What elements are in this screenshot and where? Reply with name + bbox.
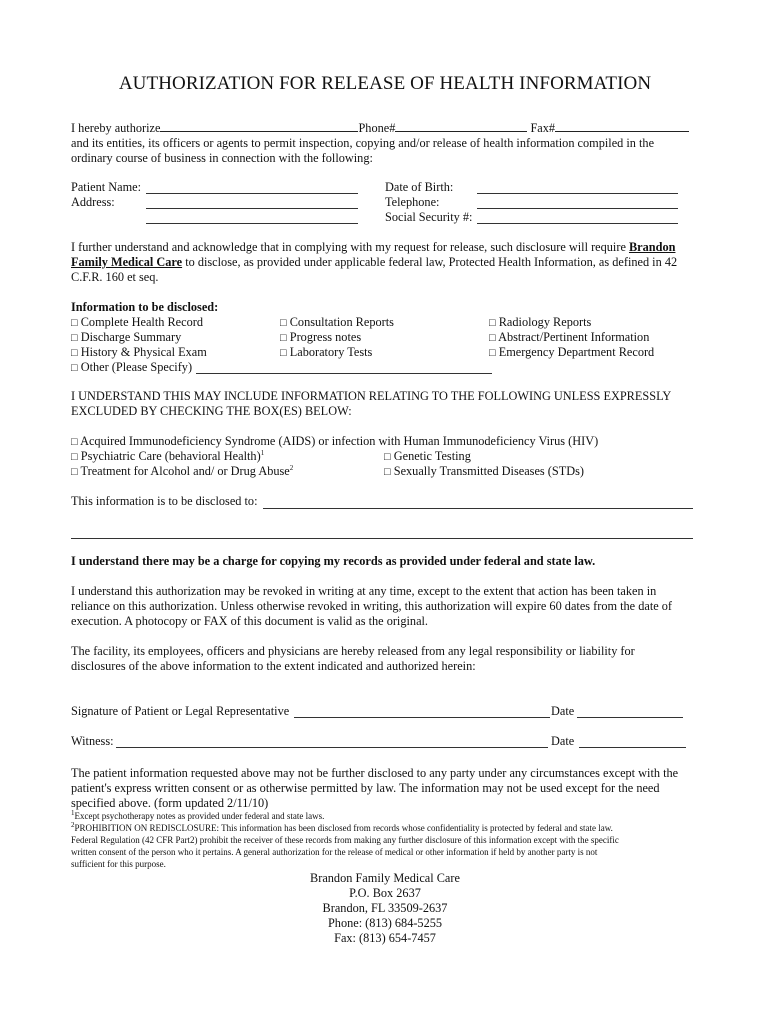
acknowledge-line-3: C.F.R. 160 et seq. — [71, 270, 159, 284]
checkbox-icon[interactable]: □ — [384, 451, 391, 463]
ssn-label: Social Security #: — [385, 210, 473, 224]
emergency-department-label: Emergency Department Record — [498, 345, 655, 359]
checkbox-row[interactable] — [489, 345, 654, 361]
checkbox-row[interactable] — [71, 330, 181, 346]
revoke-line-3: execution. A photocopy or FAX of this document is valid as the original. — [71, 614, 429, 628]
intro-line-2: and its entities, its officers or agents to permit inspection, copying and/or release of health information compiled in the — [71, 136, 655, 150]
ssn-field[interactable] — [477, 223, 678, 224]
signature-label: Signature of Patient or Legal Representative — [71, 704, 290, 718]
complete-health-record-label: Complete Health Record — [80, 315, 203, 329]
acknowledge-line-2 — [71, 255, 677, 270]
clinic-po-box: P.O. Box 2637 — [349, 886, 421, 900]
brandon-text: Brandon — [628, 240, 676, 254]
understand-line-1: I UNDERSTAND THIS MAY INCLUDE INFORMATION RELATING TO THE FOLLOWING UNLESS EXPRESSLY — [71, 389, 672, 403]
radiology-reports-label: Radiology Reports — [498, 315, 592, 329]
genetic-testing-label: Genetic Testing — [393, 449, 471, 463]
disclosed-to-field-2[interactable] — [71, 538, 693, 539]
witness-label: Witness: — [71, 734, 114, 748]
checkbox-icon[interactable]: □ — [71, 451, 78, 463]
checkbox-icon[interactable]: □ — [71, 466, 78, 478]
checkbox-icon[interactable]: □ — [280, 332, 287, 344]
footnote-ref-1: 1 — [260, 448, 265, 457]
history-physical-label: History & Physical Exam — [80, 345, 207, 359]
signature-date-field[interactable] — [577, 717, 683, 718]
other-specify-label: Other (Please Specify) — [80, 360, 193, 374]
checkbox-icon[interactable]: □ — [71, 317, 78, 329]
intro-line-1 — [71, 121, 689, 136]
footnote-ref-2: 2 — [289, 463, 294, 472]
patient-name-field[interactable] — [146, 193, 358, 194]
checkbox-row[interactable] — [71, 464, 293, 480]
abstract-pertinent-label: Abstract/Pertinent Information — [498, 330, 650, 344]
checkbox-row[interactable] — [384, 464, 584, 480]
acknowledge-line-1 — [71, 240, 675, 255]
footnote-2-line-3: written consent of the person who it pertains. A general authorization for the release of medical or other information if held by another party is not — [71, 847, 598, 857]
release-line-1: The facility, its employees, officers and physicians are hereby released from any legal responsibility or liability for — [71, 644, 635, 658]
revoke-line-1: I understand this authorization may be revoked in writing at any time, except to the extent that action has been taken in — [71, 584, 657, 598]
checkbox-icon[interactable]: □ — [489, 317, 496, 329]
intro-line-3: ordinary course of business in connection with the following: — [71, 151, 373, 165]
footnote-2 — [71, 823, 613, 834]
checkbox-row[interactable] — [280, 330, 361, 346]
checkbox-icon[interactable]: □ — [489, 332, 496, 344]
checkbox-icon[interactable]: □ — [489, 347, 496, 359]
phone-label: Phone# — [358, 121, 396, 135]
clinic-fax: Fax: (813) 654-7457 — [334, 931, 436, 945]
patient-info-line-2: patient's express written consent or as otherwise permitted by law. The information may not be used except for the need — [71, 781, 660, 795]
psychiatric-care-label: Psychiatric Care (behavioral Health) — [80, 449, 261, 463]
checkbox-row[interactable] — [71, 449, 264, 465]
disclosed-to-field[interactable] — [263, 508, 693, 509]
acknowledge-text: I further understand and acknowledge that in complying with my request for release, such disclosure will require — [71, 240, 626, 254]
telephone-label: Telephone: — [385, 195, 440, 209]
footnote-2-line-4: sufficient for this purpose. — [71, 859, 166, 869]
checkbox-icon[interactable]: □ — [71, 347, 78, 359]
footnote-2-text: PROHIBITION ON REDISCLOSURE: This information has been disclosed from records whose confidentiality is protected by federal and state law. — [74, 823, 613, 833]
checkbox-icon[interactable]: □ — [71, 332, 78, 344]
release-line-2: disclosures of the above information to the extent indicated and authorized herein: — [71, 659, 476, 673]
patient-info-line-3: specified above. (form updated 2/11/10) — [71, 796, 269, 810]
revoke-line-2: reliance on this authorization. Unless otherwise revoked in writing, this authorization will expire 60 dates from the date of — [71, 599, 673, 613]
footnote-1-num: 1 — [71, 809, 75, 817]
aids-hiv-label: Acquired Immunodeficiency Syndrome (AIDS) or infection with Human Immunodeficiency Virus (HIV) — [80, 434, 599, 448]
laboratory-tests-label: Laboratory Tests — [289, 345, 373, 359]
checkbox-row[interactable] — [71, 345, 207, 361]
patient-info-line-1: The patient information requested above may not be further disclosed to any party under any circumstances except with the — [71, 766, 679, 780]
checkbox-icon[interactable]: □ — [280, 317, 287, 329]
authorize-label: I hereby authorize — [71, 121, 161, 135]
alcohol-drug-label: Treatment for Alcohol and/ or Drug Abuse — [80, 464, 290, 478]
address-field-1[interactable] — [146, 208, 358, 209]
checkbox-icon[interactable]: □ — [280, 347, 287, 359]
discharge-summary-label: Discharge Summary — [80, 330, 182, 344]
footnote-2-line-2: Federal Regulation (42 CFR Part2) prohibit the receiver of these records from making any further disclosure of this information except with the specific — [71, 835, 619, 845]
footnote-1 — [71, 811, 324, 822]
checkbox-row[interactable] — [71, 315, 203, 331]
address-field-2[interactable] — [146, 223, 358, 224]
footnote-1-text: Except psychotherapy notes as provided under federal and state laws. — [74, 811, 325, 821]
acknowledge-text-2: to disclose, as provided under applicable federal law, Protected Health Information, as defined in 42 — [185, 255, 678, 269]
checkbox-row[interactable] — [280, 345, 372, 361]
clinic-phone: Phone: (813) 684-5255 — [327, 916, 443, 930]
witness-date-label: Date — [551, 734, 575, 748]
signature-field[interactable] — [294, 717, 550, 718]
fax-label: Fax# — [530, 121, 556, 135]
checkbox-row[interactable] — [71, 360, 192, 376]
footnote-2-num: 2 — [71, 821, 75, 829]
checkbox-row[interactable] — [384, 449, 471, 465]
fax-field[interactable] — [555, 121, 689, 132]
understand-line-2: EXCLUDED BY CHECKING THE BOX(ES) BELOW: — [71, 404, 352, 418]
other-specify-field[interactable] — [196, 373, 492, 374]
dob-label: Date of Birth: — [385, 180, 454, 194]
telephone-field[interactable] — [477, 208, 678, 209]
witness-field[interactable] — [116, 747, 548, 748]
checkbox-row[interactable] — [280, 315, 394, 331]
checkbox-icon[interactable]: □ — [71, 436, 78, 448]
checkbox-icon[interactable]: □ — [71, 362, 78, 374]
family-medical-care-text: Family Medical Care — [71, 255, 183, 269]
address-label: Address: — [71, 195, 115, 209]
clinic-name: Brandon Family Medical Care — [310, 871, 460, 885]
progress-notes-label: Progress notes — [289, 330, 362, 344]
phone-field[interactable] — [395, 121, 527, 132]
info-heading: Information to be disclosed: — [71, 300, 219, 314]
witness-date-field[interactable] — [579, 747, 686, 748]
charge-notice: I understand there may be a charge for copying my records as provided under federal and state law. — [71, 554, 596, 568]
checkbox-row[interactable] — [489, 330, 649, 346]
authorize-field[interactable] — [160, 121, 358, 132]
signature-date-label: Date — [551, 704, 575, 718]
consultation-reports-label: Consultation Reports — [289, 315, 394, 329]
checkbox-icon[interactable]: □ — [384, 466, 391, 478]
clinic-city: Brandon, FL 33509-2637 — [322, 901, 448, 915]
form-title: AUTHORIZATION FOR RELEASE OF HEALTH INFORMATION — [118, 73, 652, 94]
patient-name-label: Patient Name: — [71, 180, 142, 194]
disclosed-to-label: This information is to be disclosed to: — [71, 494, 258, 508]
std-label: Sexually Transmitted Diseases (STDs) — [393, 464, 584, 478]
dob-field[interactable] — [477, 193, 678, 194]
checkbox-row[interactable] — [71, 434, 598, 450]
checkbox-row[interactable] — [489, 315, 591, 331]
